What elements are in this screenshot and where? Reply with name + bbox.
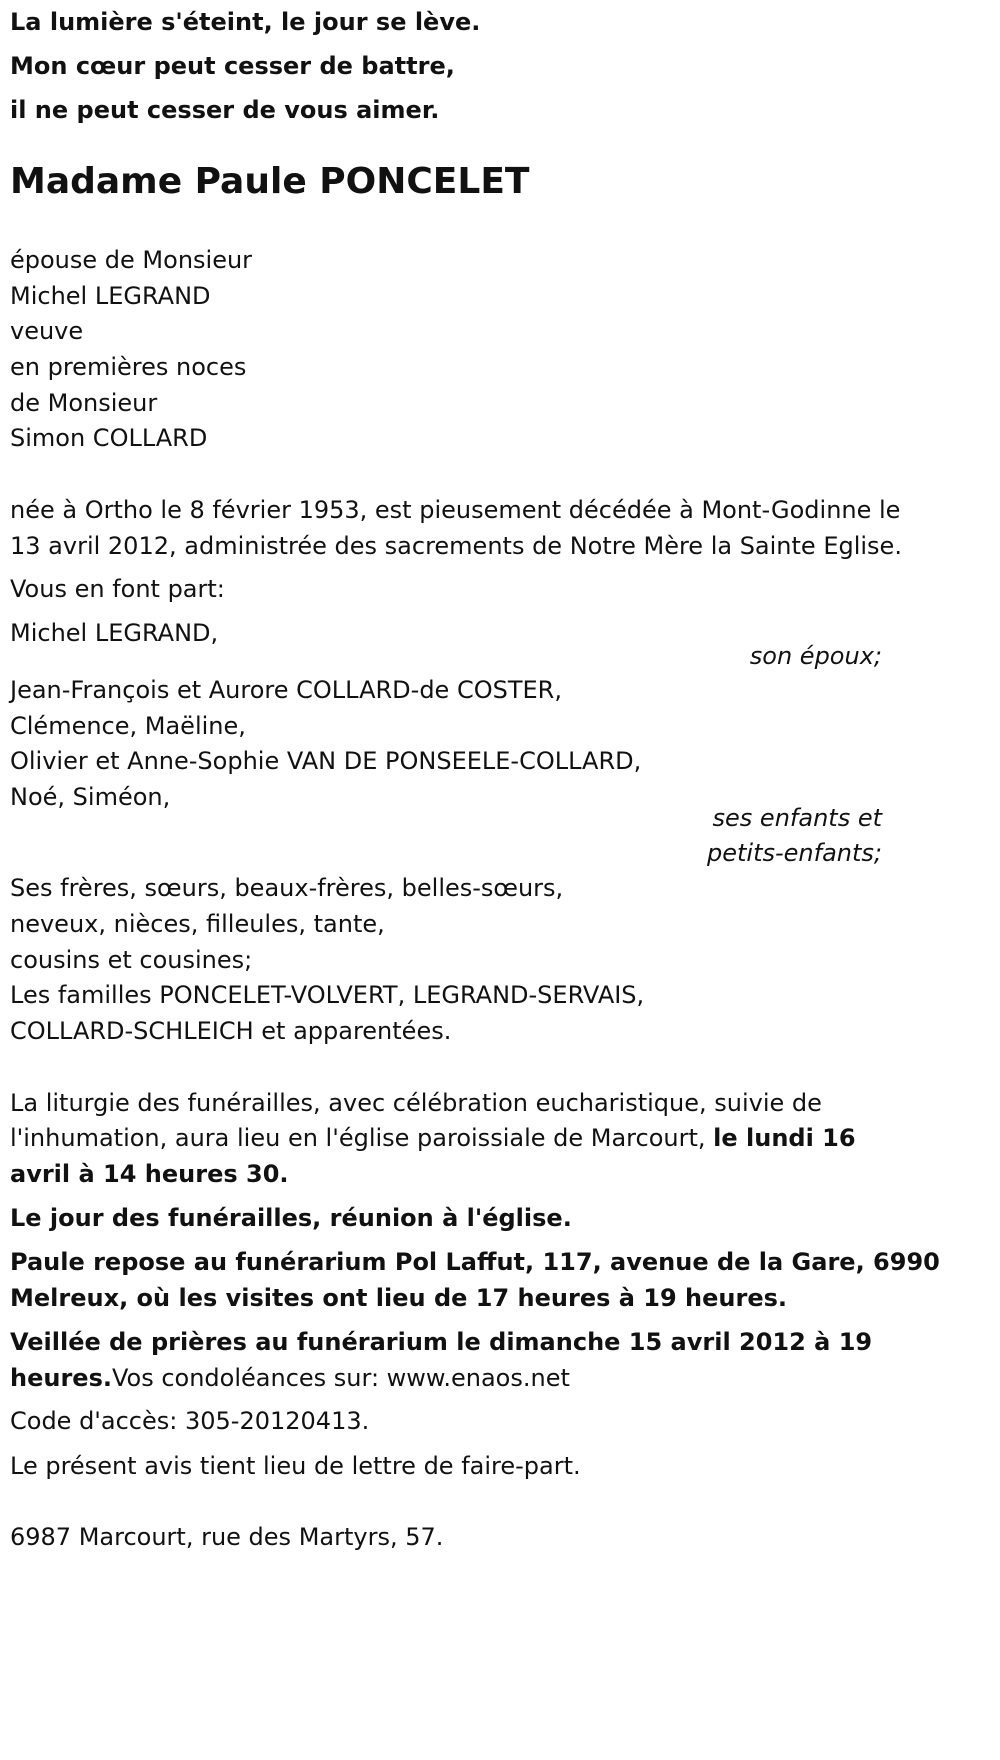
family-children-line: Jean-François et Aurore COLLARD-de COSTER,: [10, 676, 562, 704]
vigil-line-2: [10, 1358, 570, 1398]
family-children-role-1: ses enfants et: [712, 804, 882, 832]
family-others-line: cousins et cousines;: [10, 946, 253, 974]
spouse-line: Michel LEGRAND: [10, 282, 211, 310]
family-spouse-name: Michel LEGRAND,: [10, 619, 219, 647]
birth-death-line-2: 13 avril 2012, administrée des sacrements de Notre Mère la Sainte Eglise.: [10, 532, 902, 560]
liturgy-date-bold: le lundi 16: [713, 1124, 856, 1152]
spouse-line: Simon COLLARD: [10, 424, 208, 452]
liturgy-line-2: [10, 1118, 856, 1158]
liturgy-line-2-plain: l'inhumation, aura lieu en l'église paroissiale de Marcourt,: [10, 1124, 714, 1152]
deceased-name: Madame Paule PONCELET: [10, 161, 530, 202]
family-children-line: Clémence, Maëline,: [10, 712, 246, 740]
address: 6987 Marcourt, rue des Martyrs, 57.: [10, 1523, 444, 1551]
access-code: Code d'accès: 305-20120413.: [10, 1407, 370, 1435]
meeting-text: Le jour des funérailles, réunion à l'église.: [10, 1204, 572, 1232]
epigraph-line-3: il ne peut cesser de vous aimer.: [10, 96, 440, 124]
liturgy-line-1: La liturgie des funérailles, avec célébration eucharistique, suivie de: [10, 1089, 822, 1117]
birth-death-line-1: née à Ortho le 8 février 1953, est pieusement décédée à Mont-Godinne le: [10, 496, 901, 524]
spouse-line: en premières noces: [10, 353, 247, 381]
rest-line-2: Melreux, où les visites ont lieu de 17 heures à 19 heures.: [10, 1284, 787, 1312]
family-others-line: COLLARD-SCHLEICH et apparentées.: [10, 1017, 452, 1045]
vigil-line-1: Veillée de prières au funérarium le dimanche 15 avril 2012 à 19: [10, 1328, 873, 1356]
notice-text: Le présent avis tient lieu de lettre de faire-part.: [10, 1452, 581, 1480]
announce-text: Vous en font part:: [10, 575, 225, 603]
vigil-time-bold: heures.: [10, 1364, 112, 1392]
spouse-line: épouse de Monsieur: [10, 246, 253, 274]
epigraph-line-1: La lumière s'éteint, le jour se lève.: [10, 8, 481, 36]
family-others-line: neveux, nièces, filleules, tante,: [10, 910, 385, 938]
family-children-line: Noé, Siméon,: [10, 783, 171, 811]
liturgy-time-bold: avril à 14 heures 30.: [10, 1160, 289, 1188]
condolences-text: Vos condoléances sur: www.enaos.net: [111, 1364, 570, 1392]
family-others-line: Les familles PONCELET-VOLVERT, LEGRAND-SERVAIS,: [10, 981, 645, 1009]
rest-line-1: Paule repose au funérarium Pol Laffut, 117, avenue de la Gare, 6990: [10, 1248, 940, 1276]
family-spouse-role: son époux;: [749, 642, 882, 670]
epigraph-line-2: Mon cœur peut cesser de battre,: [10, 52, 455, 80]
family-others-line: Ses frères, sœurs, beaux-frères, belles-sœurs,: [10, 874, 564, 902]
spouse-line: de Monsieur: [10, 389, 158, 417]
spouse-line: veuve: [10, 317, 84, 345]
family-children-role-2: petits-enfants;: [707, 839, 882, 867]
family-children-line: Olivier et Anne-Sophie VAN DE PONSEELE-COLLARD,: [10, 747, 642, 775]
